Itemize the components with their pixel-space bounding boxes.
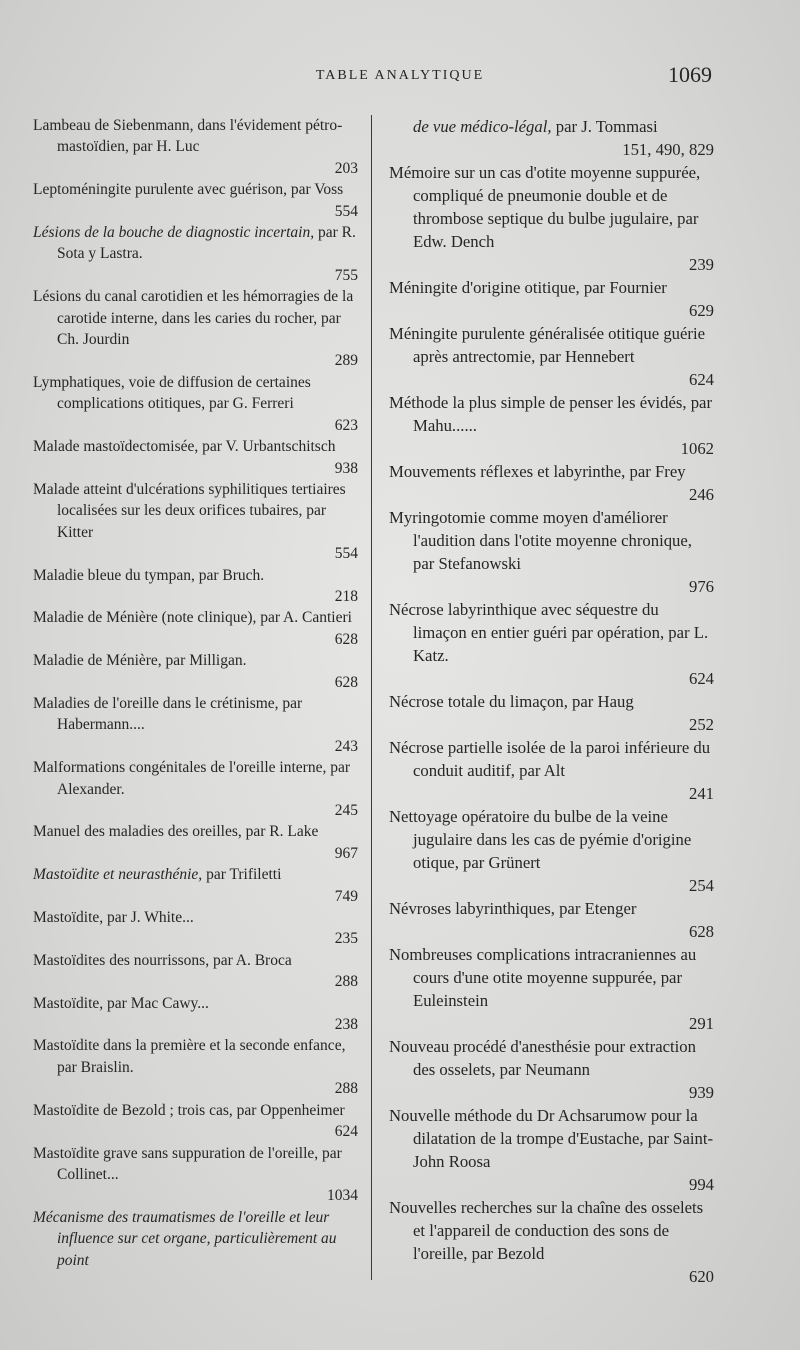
entry-title: Lambeau de Siebenmann, dans l'évidement pétro-mastoïdien, par H. Luc bbox=[33, 117, 343, 156]
entry-title: Mouvements réflexes et labyrinthe, par Frey bbox=[389, 462, 686, 481]
page-reference: 288 bbox=[334, 973, 358, 991]
index-entry bbox=[389, 943, 714, 1035]
index-entry bbox=[33, 222, 358, 286]
entry-title: Nouvelle méthode du Dr Achsarumow pour la dilatation de la trompe d'Eustache, par Saint-John Roosa bbox=[389, 1106, 714, 1171]
page-reference: 243 bbox=[334, 737, 358, 755]
page-reference: 1062 bbox=[680, 439, 714, 458]
index-entry bbox=[389, 115, 714, 161]
index-entry bbox=[33, 436, 358, 479]
index-entry bbox=[389, 736, 714, 805]
index-entry bbox=[33, 1100, 358, 1143]
entry-title: Nettoyage opératoire du bulbe de la veine jugulaire dans les cas de pyémie d'origine otique, par Grünert bbox=[389, 807, 692, 872]
entry-title: Nécrose labyrinthique avec séquestre du limaçon en entier guéri par opération, par L. Katz. bbox=[389, 600, 709, 665]
entry-title: Nouvelles recherches sur la chaîne des osselets et l'appareil de conduction des sons de l'oreille, par Bezold bbox=[389, 1198, 704, 1263]
index-entry bbox=[33, 286, 358, 372]
right-column bbox=[389, 115, 714, 1288]
page-reference: 967 bbox=[334, 844, 358, 862]
index-entry bbox=[33, 693, 358, 757]
entry-title: Maladie de Ménière (note clinique), par A. Cantieri bbox=[33, 609, 352, 627]
column-divider bbox=[371, 115, 372, 1280]
index-entry bbox=[33, 1035, 358, 1099]
index-entry bbox=[389, 1035, 714, 1104]
index-entry bbox=[389, 598, 714, 690]
entry-title: Mastoïdite et neurasthénie, bbox=[33, 866, 203, 884]
index-entry bbox=[33, 650, 358, 693]
entry-title: Méningite d'origine otitique, par Fournier bbox=[389, 278, 667, 297]
page-reference: 241 bbox=[688, 784, 714, 803]
page-reference: 288 bbox=[334, 1080, 358, 1098]
page-reference: 976 bbox=[688, 577, 714, 596]
entry-title: Mastoïdite, par Mac Cawy... bbox=[33, 994, 209, 1012]
index-entry bbox=[389, 1196, 714, 1288]
entry-title: Nécrose totale du limaçon, par Haug bbox=[389, 692, 634, 711]
page-header bbox=[0, 62, 800, 92]
entry-title: Nécrose partielle isolée de la paroi inférieure du conduit auditif, par Alt bbox=[389, 738, 711, 780]
entry-title: Nombreuses complications intracraniennes au cours d'une otite moyenne suppurée, par Euleinstein bbox=[389, 945, 697, 1010]
page-number: 1069 bbox=[668, 62, 712, 87]
entry-title: Mastoïdite grave sans suppuration de l'oreille, par Collinet... bbox=[33, 1144, 342, 1183]
index-entry bbox=[389, 391, 714, 460]
page-reference: 554 bbox=[334, 202, 358, 220]
page-reference: 623 bbox=[334, 416, 358, 434]
index-entry bbox=[389, 805, 714, 897]
index-entry bbox=[33, 757, 358, 821]
page-reference: 252 bbox=[688, 715, 714, 734]
index-entry bbox=[33, 821, 358, 864]
running-title: TABLE ANALYTIQUE bbox=[315, 68, 485, 83]
entry-title: Leptoméningite purulente avec guérison, par Voss bbox=[33, 181, 344, 199]
index-entry bbox=[33, 864, 358, 907]
page-reference: 238 bbox=[334, 1016, 358, 1034]
page-reference: 203 bbox=[334, 159, 358, 177]
index-entry bbox=[389, 322, 714, 391]
page-reference: 994 bbox=[688, 1175, 714, 1194]
entry-title: Lymphatiques, voie de diffusion de certaines complications otitiques, par G. Ferreri bbox=[33, 373, 311, 413]
page-reference: 245 bbox=[334, 802, 358, 819]
page-reference: 938 bbox=[334, 459, 358, 477]
entry-title: Maladie de Ménière, par Milligan. bbox=[33, 652, 247, 670]
page-reference: 1034 bbox=[327, 1187, 358, 1205]
index-entry bbox=[389, 506, 714, 598]
entry-title: Mastoïdite, par J. White... bbox=[33, 909, 194, 927]
index-entry bbox=[33, 179, 358, 222]
entry-title: Mémoire sur un cas d'otite moyenne suppurée, compliqué de pneumonie double et de thrombose septique du bulbe jugulaire, par Edw. Dench bbox=[389, 163, 701, 251]
entry-author: par Trifiletti bbox=[202, 866, 282, 884]
entry-title: Malade atteint d'ulcérations syphilitiques tertiaires localisées sur les deux orifices tubaires, par Kitter bbox=[33, 480, 346, 541]
entry-title: Nouveau procédé d'anesthésie pour extraction des osselets, par Neumann bbox=[389, 1037, 696, 1079]
index-entry bbox=[33, 479, 358, 565]
index-entry bbox=[389, 1104, 714, 1196]
page-reference: 628 bbox=[688, 922, 714, 941]
entry-title: Maladies de l'oreille dans le crétinisme, par Habermann.... bbox=[33, 694, 303, 734]
index-entry bbox=[33, 372, 358, 436]
entry-title: Mastoïdites des nourrissons, par A. Broca bbox=[33, 951, 292, 969]
entry-title: Névroses labyrinthiques, par Etenger bbox=[389, 899, 637, 918]
page-reference: 151, 490, 829 bbox=[622, 140, 714, 159]
page-reference: 239 bbox=[688, 255, 714, 274]
index-entry bbox=[33, 993, 358, 1036]
index-entry bbox=[33, 565, 358, 608]
entry-author: par J. Tommasi bbox=[551, 117, 658, 136]
entry-title: de vue médico-légal, bbox=[413, 117, 552, 136]
index-entry bbox=[33, 1143, 358, 1207]
index-entry bbox=[33, 950, 358, 993]
page-reference: 620 bbox=[688, 1267, 714, 1286]
entry-title: Mastoïdite de Bezold ; trois cas, par Oppenheimer bbox=[33, 1101, 345, 1119]
index-entry bbox=[389, 897, 714, 943]
index-entry bbox=[389, 276, 714, 322]
left-column bbox=[33, 115, 358, 1271]
page-reference: 235 bbox=[334, 930, 358, 948]
entry-title: Manuel des maladies des oreilles, par R. Lake bbox=[33, 823, 319, 841]
page-reference: 749 bbox=[334, 887, 358, 905]
entry-title: Lésions de la bouche de diagnostic incertain, bbox=[33, 224, 315, 242]
entry-title: Malade mastoïdectomisée, par V. Urbantschitsch bbox=[33, 438, 336, 456]
entry-title: Myringotomie comme moyen d'améliorer l'audition dans l'otite moyenne chronique, par Stefanowski bbox=[389, 508, 692, 573]
page-reference: 629 bbox=[688, 301, 714, 320]
page-reference: 624 bbox=[688, 370, 714, 389]
page-reference: 628 bbox=[334, 673, 358, 691]
index-entry bbox=[389, 690, 714, 736]
entry-title: Mécanisme des traumatismes de l'oreille et leur influence sur cet organe, particulièrement au point bbox=[33, 1208, 337, 1269]
entry-title: Lésions du canal carotidien et les hémorragies de la carotide interne, dans les caries du rocher, par Ch. Jourdin bbox=[33, 288, 354, 349]
entry-title: Maladie bleue du tympan, par Bruch. bbox=[33, 566, 265, 584]
entry-title: Méthode la plus simple de penser les évidés, par Mahu...... bbox=[389, 393, 713, 435]
entry-author: par R. Sota y Lastra. bbox=[57, 224, 356, 263]
page-reference: 218 bbox=[334, 587, 358, 605]
page-reference: 291 bbox=[688, 1014, 714, 1033]
page-reference: 554 bbox=[334, 545, 358, 563]
page-reference: 939 bbox=[688, 1083, 714, 1102]
page-reference: 624 bbox=[688, 669, 714, 688]
page-reference: 624 bbox=[334, 1123, 358, 1141]
index-entry bbox=[33, 115, 358, 179]
index-entry bbox=[389, 161, 714, 276]
entry-title: Malformations congénitales de l'oreille interne, par Alexander. bbox=[33, 759, 350, 798]
index-entry bbox=[33, 607, 358, 650]
page-reference: 254 bbox=[688, 876, 714, 895]
index-entry bbox=[33, 907, 358, 950]
index-entry bbox=[33, 1207, 358, 1271]
page-reference: 289 bbox=[334, 352, 358, 370]
index-entry bbox=[389, 460, 714, 506]
entry-title: Mastoïdite dans la première et la seconde enfance, par Braislin. bbox=[33, 1037, 346, 1076]
page-reference: 628 bbox=[334, 630, 358, 648]
page-reference: 246 bbox=[688, 485, 714, 504]
page-reference: 755 bbox=[334, 266, 358, 284]
entry-title: Méningite purulente généralisée otitique guérie après antrectomie, par Hennebert bbox=[389, 324, 706, 366]
